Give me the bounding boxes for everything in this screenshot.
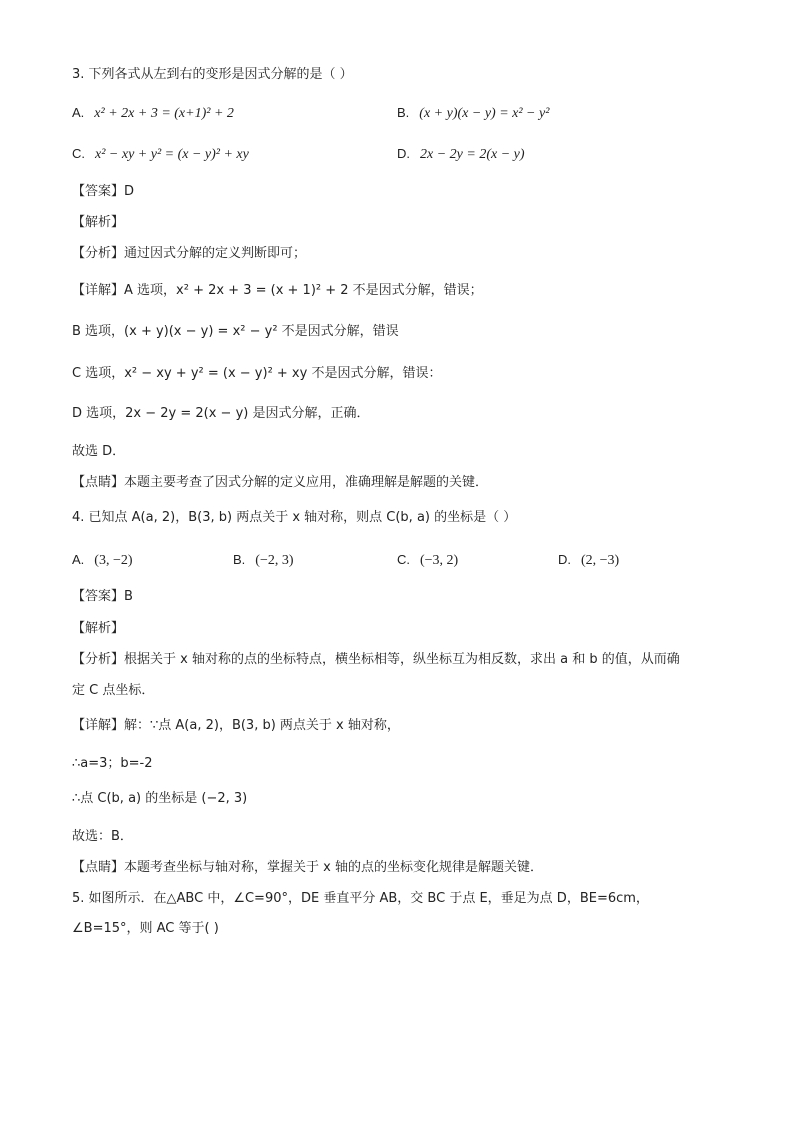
q3-detail-c: C 选项，x² − xy + y² = (x − y)² + xy 不是因式分解，错误：	[72, 366, 442, 381]
q5-stem-line-2: ∠B=15°，则 AC 等于( )	[72, 921, 219, 936]
q4-option-d: D. (2, −3)	[558, 552, 620, 568]
q3-detail-d: D 选项，2x − 2y = 2(x − y) 是因式分解，正确．	[72, 406, 370, 421]
q4-fenxi-line-1: 【分析】根据关于 x 轴对称的点的坐标特点，横坐标相等，纵坐标互为相反数，求出 a 和 b 的值，从而确	[72, 652, 680, 667]
q4-option-a: A. (3, −2)	[72, 552, 133, 568]
q3-option-c: C. x² − xy + y² = (x − y)² + xy	[72, 146, 249, 162]
q3-detail-a: 【详解】A 选项，x² + 2x + 3 = (x + 1)² + 2 不是因式分解，错误；	[72, 283, 483, 298]
q4-detail-line-2: ∴a=3；b=-2	[72, 756, 153, 771]
q3-option-d: D. 2x − 2y = 2(x − y)	[397, 146, 525, 162]
q4-fenxi-line-2: 定 C 点坐标．	[72, 683, 155, 698]
q4-option-c: C. (−3, 2)	[397, 552, 459, 568]
q4-stem: 4. 已知点 A(a, 2)，B(3, b) 两点关于 x 轴对称，则点 C(b, a) 的坐标是（ ）	[72, 510, 517, 525]
q4-answer: 【答案】B	[72, 589, 133, 604]
q3-fenxi: 【分析】通过因式分解的定义判断即可；	[72, 246, 307, 261]
q4-analysis-title: 【解析】	[72, 621, 125, 636]
q3-detail-b: B 选项，(x + y)(x − y) = x² − y² 不是因式分解，错误	[72, 324, 399, 339]
q5-stem-line-1: 5. 如图所示．在△ABC 中，∠C=90°，DE 垂直平分 AB，交 BC 于点 E，垂足为点 D，BE=6cm，	[72, 891, 649, 906]
q4-dianjing: 【点睛】本题考查坐标与轴对称，掌握关于 x 轴的点的坐标变化规律是解题关键．	[72, 860, 543, 875]
q4-detail-line-1: 【详解】解：∵点 A(a, 2)，B(3, b) 两点关于 x 轴对称，	[72, 718, 400, 733]
q4-detail-line-3: ∴点 C(b, a) 的坐标是 (−2, 3)	[72, 791, 248, 806]
q3-stem: 3. 下列各式从左到右的变形是因式分解的是（ ）	[72, 67, 353, 82]
q3-dianjing: 【点睛】本题主要考查了因式分解的定义应用，准确理解是解题的关键．	[72, 475, 489, 490]
q3-choice: 故选 D．	[72, 444, 126, 459]
q4-option-b: B. (−2, 3)	[233, 552, 294, 568]
q3-answer: 【答案】D	[72, 184, 135, 199]
q3-analysis-title: 【解析】	[72, 215, 125, 230]
q3-option-a: A. x² + 2x + 3 = (x+1)² + 2	[72, 105, 234, 121]
q3-option-b: B. (x + y)(x − y) = x² − y²	[397, 105, 550, 121]
q4-choice: 故选：B．	[72, 829, 133, 844]
